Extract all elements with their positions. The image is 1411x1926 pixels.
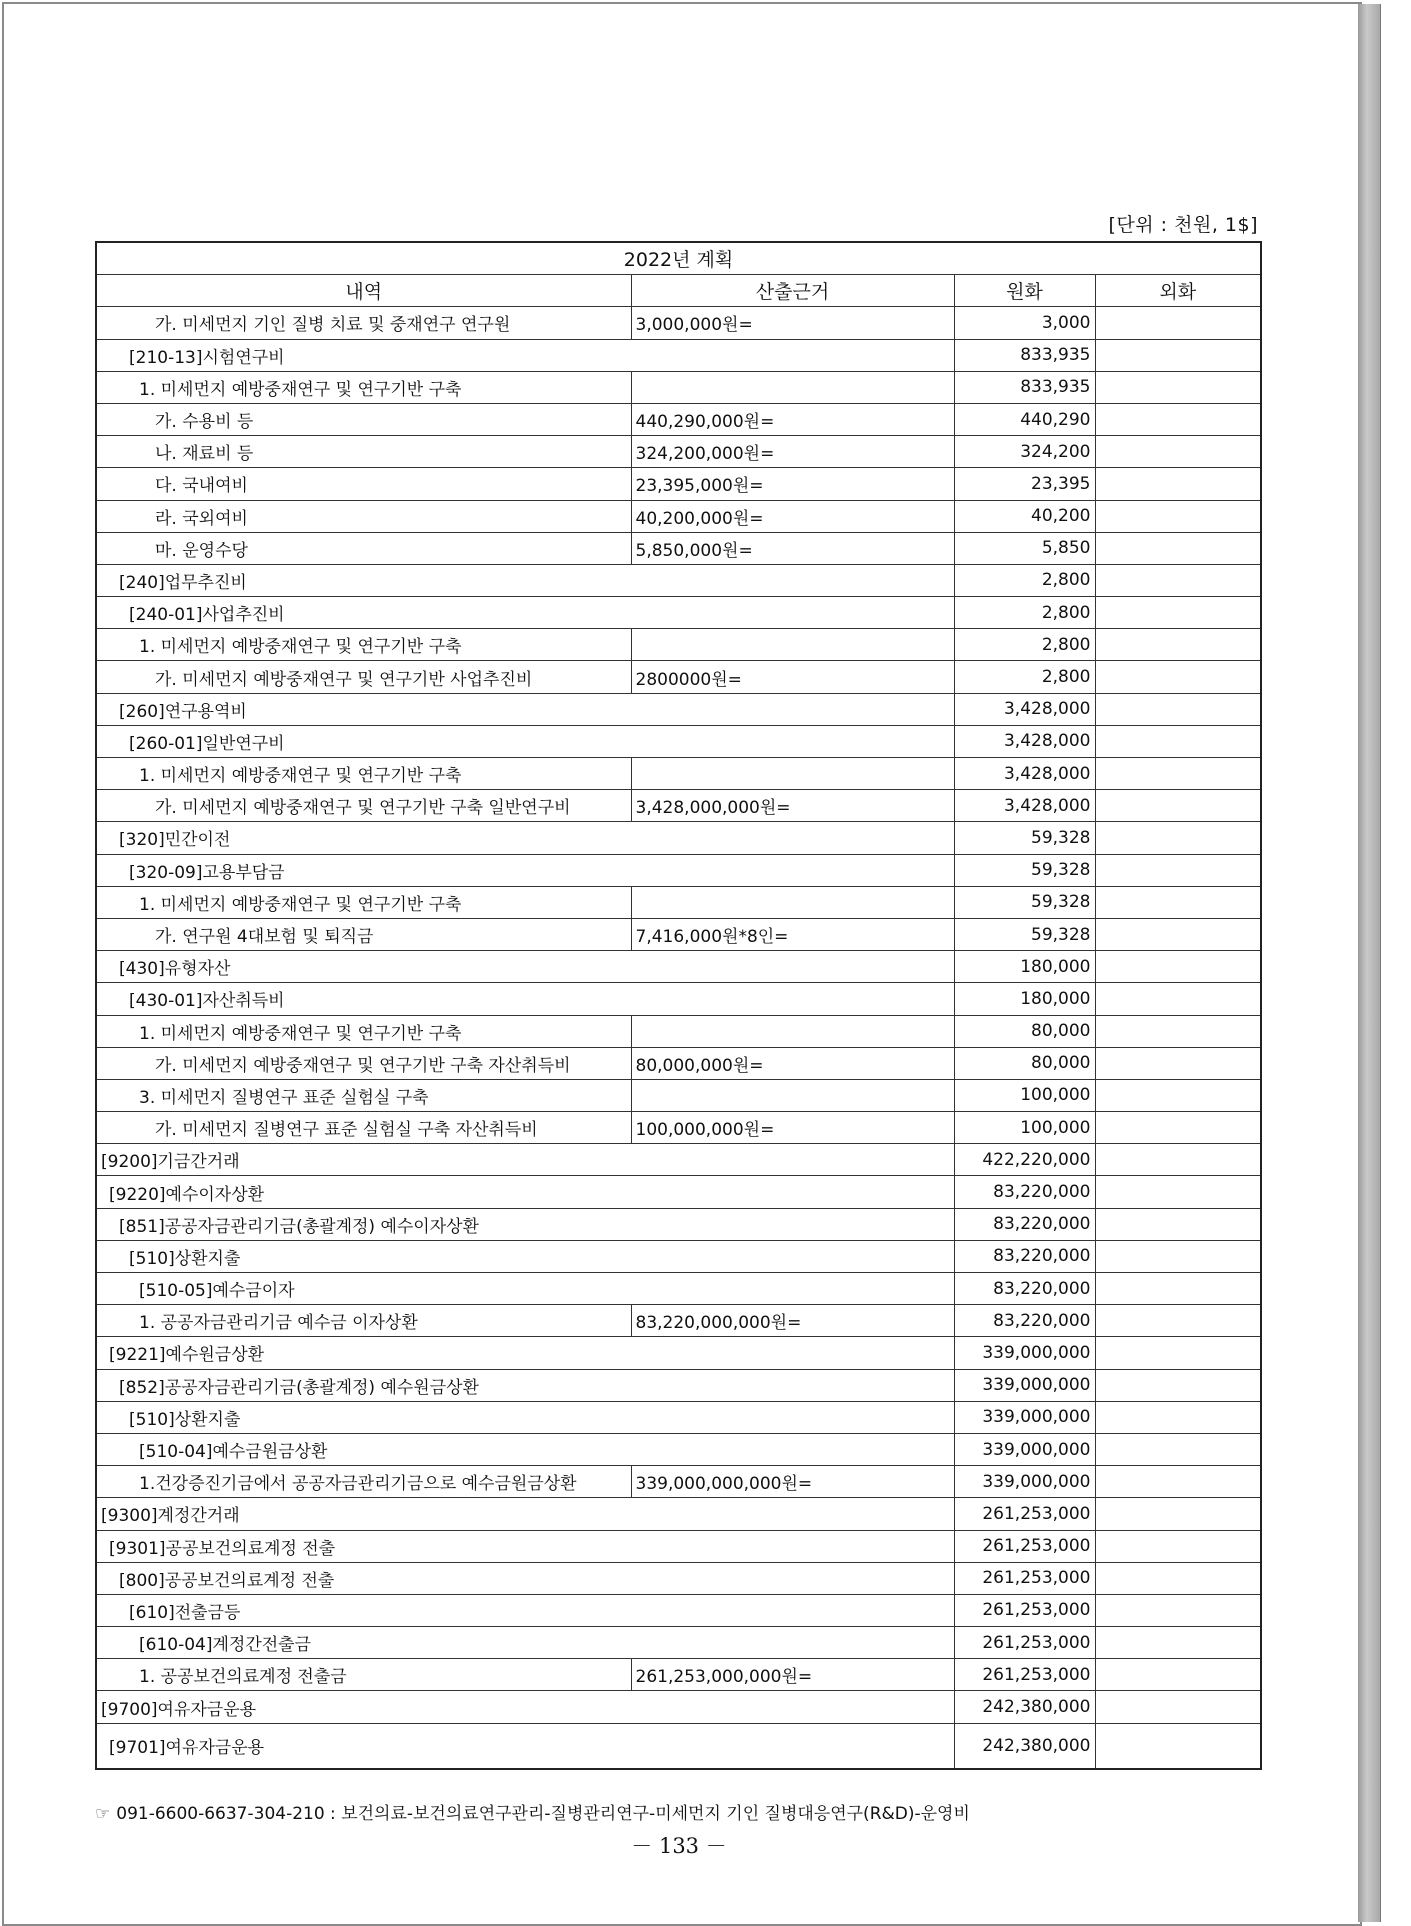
row-fx bbox=[1095, 1530, 1261, 1562]
row-fx bbox=[1095, 1369, 1261, 1401]
row-item: 가. 미세먼지 기인 질병 치료 및 중재연구 연구원 bbox=[96, 307, 631, 339]
row-basis: 7,416,000원*8인= bbox=[631, 918, 954, 950]
row-fx bbox=[1095, 1466, 1261, 1498]
row-fx bbox=[1095, 629, 1261, 661]
table-row bbox=[96, 1112, 1261, 1144]
row-item: 1. 미세먼지 예방중재연구 및 연구기반 구축 bbox=[96, 1015, 631, 1047]
row-basis: 100,000,000원= bbox=[631, 1112, 954, 1144]
row-item: 가. 연구원 4대보험 및 퇴직금 bbox=[96, 918, 631, 950]
row-basis: 83,220,000,000원= bbox=[631, 1305, 954, 1337]
col-header-krw: 원화 bbox=[954, 275, 1095, 307]
row-item: [240]업무추진비 bbox=[96, 564, 954, 596]
row-item: [430]유형자산 bbox=[96, 951, 954, 983]
page-stack-edge bbox=[1358, 4, 1381, 1922]
row-fx bbox=[1095, 983, 1261, 1015]
table-row bbox=[96, 371, 1261, 403]
table-row bbox=[96, 564, 1261, 596]
table-row bbox=[96, 1047, 1261, 1079]
table-row bbox=[96, 1273, 1261, 1305]
row-krw: 261,253,000 bbox=[954, 1562, 1095, 1594]
row-basis: 324,200,000원= bbox=[631, 436, 954, 468]
row-krw: 261,253,000 bbox=[954, 1659, 1095, 1691]
table-row bbox=[96, 886, 1261, 918]
row-fx bbox=[1095, 1659, 1261, 1691]
row-fx bbox=[1095, 1498, 1261, 1530]
row-basis: 3,000,000원= bbox=[631, 307, 954, 339]
row-item: [430-01]자산취득비 bbox=[96, 983, 954, 1015]
row-fx bbox=[1095, 693, 1261, 725]
row-fx bbox=[1095, 1079, 1261, 1111]
row-item: [320-09]고용부담금 bbox=[96, 854, 954, 886]
row-krw: 3,428,000 bbox=[954, 790, 1095, 822]
table-row bbox=[96, 1401, 1261, 1433]
budget-table bbox=[95, 241, 1262, 1770]
row-fx bbox=[1095, 1208, 1261, 1240]
table-row bbox=[96, 1305, 1261, 1337]
row-krw: 3,428,000 bbox=[954, 693, 1095, 725]
row-item: 3. 미세먼지 질병연구 표준 실험실 구축 bbox=[96, 1079, 631, 1111]
table-row bbox=[96, 468, 1261, 500]
row-krw: 339,000,000 bbox=[954, 1369, 1095, 1401]
row-krw: 833,935 bbox=[954, 339, 1095, 371]
row-fx bbox=[1095, 886, 1261, 918]
row-fx bbox=[1095, 532, 1261, 564]
row-krw: 59,328 bbox=[954, 886, 1095, 918]
row-basis: 2800000원= bbox=[631, 661, 954, 693]
table-row bbox=[96, 1530, 1261, 1562]
row-fx bbox=[1095, 854, 1261, 886]
row-krw: 2,800 bbox=[954, 629, 1095, 661]
table-row bbox=[96, 1369, 1261, 1401]
row-fx bbox=[1095, 725, 1261, 757]
table-row bbox=[96, 1433, 1261, 1465]
row-fx bbox=[1095, 1144, 1261, 1176]
col-header-item: 내역 bbox=[96, 275, 631, 307]
table-row bbox=[96, 1466, 1261, 1498]
row-krw: 2,800 bbox=[954, 661, 1095, 693]
row-krw: 242,380,000 bbox=[954, 1691, 1095, 1723]
row-item: 1. 미세먼지 예방중재연구 및 연구기반 구축 bbox=[96, 758, 631, 790]
row-fx bbox=[1095, 1401, 1261, 1433]
table-row bbox=[96, 758, 1261, 790]
table-row bbox=[96, 1015, 1261, 1047]
row-krw: 339,000,000 bbox=[954, 1401, 1095, 1433]
row-fx bbox=[1095, 307, 1261, 339]
row-fx bbox=[1095, 1305, 1261, 1337]
row-krw: 100,000 bbox=[954, 1079, 1095, 1111]
page-number: － 133 － bbox=[631, 1834, 727, 1858]
row-item: [510]상환지출 bbox=[96, 1401, 954, 1433]
table-row bbox=[96, 854, 1261, 886]
table-row bbox=[96, 597, 1261, 629]
row-item: [240-01]사업추진비 bbox=[96, 597, 954, 629]
row-item: [610-04]계정간전출금 bbox=[96, 1627, 954, 1659]
row-krw: 3,428,000 bbox=[954, 758, 1095, 790]
row-item: 나. 재료비 등 bbox=[96, 436, 631, 468]
row-fx bbox=[1095, 1273, 1261, 1305]
row-krw: 261,253,000 bbox=[954, 1498, 1095, 1530]
budget-rows bbox=[96, 307, 1261, 1769]
row-krw: 83,220,000 bbox=[954, 1208, 1095, 1240]
row-krw: 440,290 bbox=[954, 403, 1095, 435]
table-row bbox=[96, 1723, 1261, 1769]
pointing-hand-icon: ☞ bbox=[95, 1804, 111, 1824]
row-krw: 5,850 bbox=[954, 532, 1095, 564]
row-krw: 83,220,000 bbox=[954, 1176, 1095, 1208]
row-fx bbox=[1095, 436, 1261, 468]
row-krw: 83,220,000 bbox=[954, 1273, 1095, 1305]
row-item: 가. 미세먼지 예방중재연구 및 연구기반 구축 일반연구비 bbox=[96, 790, 631, 822]
footnote bbox=[95, 1799, 970, 1824]
row-krw: 83,220,000 bbox=[954, 1305, 1095, 1337]
row-krw: 261,253,000 bbox=[954, 1594, 1095, 1626]
row-item: [9301]공공보건의료계정 전출 bbox=[96, 1530, 954, 1562]
table-row bbox=[96, 307, 1261, 339]
row-item: 1. 미세먼지 예방중재연구 및 연구기반 구축 bbox=[96, 886, 631, 918]
footnote-text: 091-6600-6637-304-210 : 보건의료-보건의료연구관리-질병관리연구-미세먼지 기인 질병대응연구(R&D)-운영비 bbox=[116, 1804, 970, 1824]
row-basis: 5,850,000원= bbox=[631, 532, 954, 564]
row-fx bbox=[1095, 1015, 1261, 1047]
row-item: [9300]계정간거래 bbox=[96, 1498, 954, 1530]
row-fx bbox=[1095, 1627, 1261, 1659]
row-fx bbox=[1095, 1240, 1261, 1272]
table-row bbox=[96, 822, 1261, 854]
table-row bbox=[96, 1208, 1261, 1240]
row-krw: 2,800 bbox=[954, 597, 1095, 629]
row-item: [510-04]예수금원금상환 bbox=[96, 1433, 954, 1465]
row-krw: 83,220,000 bbox=[954, 1240, 1095, 1272]
row-item: 라. 국외여비 bbox=[96, 500, 631, 532]
table-row bbox=[96, 661, 1261, 693]
row-fx bbox=[1095, 1047, 1261, 1079]
row-krw: 339,000,000 bbox=[954, 1433, 1095, 1465]
row-fx bbox=[1095, 1176, 1261, 1208]
row-fx bbox=[1095, 500, 1261, 532]
row-krw: 339,000,000 bbox=[954, 1337, 1095, 1369]
row-item: 가. 미세먼지 질병연구 표준 실험실 구축 자산취득비 bbox=[96, 1112, 631, 1144]
row-krw: 3,428,000 bbox=[954, 725, 1095, 757]
row-krw: 40,200 bbox=[954, 500, 1095, 532]
col-header-basis: 산출근거 bbox=[631, 275, 954, 307]
row-basis: 40,200,000원= bbox=[631, 500, 954, 532]
row-basis: 3,428,000,000원= bbox=[631, 790, 954, 822]
table-row bbox=[96, 436, 1261, 468]
table-row bbox=[96, 1627, 1261, 1659]
row-item: 가. 미세먼지 예방중재연구 및 연구기반 구축 자산취득비 bbox=[96, 1047, 631, 1079]
table-row bbox=[96, 1498, 1261, 1530]
row-fx bbox=[1095, 1723, 1261, 1769]
row-krw: 59,328 bbox=[954, 918, 1095, 950]
row-item: [851]공공자금관리기금(총괄계정) 예수이자상환 bbox=[96, 1208, 954, 1240]
row-fx bbox=[1095, 758, 1261, 790]
row-item: [260]연구용역비 bbox=[96, 693, 954, 725]
row-fx bbox=[1095, 564, 1261, 596]
row-item: [260-01]일반연구비 bbox=[96, 725, 954, 757]
row-item: 다. 국내여비 bbox=[96, 468, 631, 500]
row-basis: 440,290,000원= bbox=[631, 403, 954, 435]
row-krw: 23,395 bbox=[954, 468, 1095, 500]
row-krw: 324,200 bbox=[954, 436, 1095, 468]
table-row bbox=[96, 1659, 1261, 1691]
table-row bbox=[96, 983, 1261, 1015]
table-row bbox=[96, 918, 1261, 950]
row-basis: 23,395,000원= bbox=[631, 468, 954, 500]
table-row bbox=[96, 1240, 1261, 1272]
row-krw: 261,253,000 bbox=[954, 1627, 1095, 1659]
row-item: 1. 공공보건의료계정 전출금 bbox=[96, 1659, 631, 1691]
table-row bbox=[96, 1144, 1261, 1176]
row-krw: 242,380,000 bbox=[954, 1723, 1095, 1769]
row-item: [800]공공보건의료계정 전출 bbox=[96, 1562, 954, 1594]
row-krw: 59,328 bbox=[954, 822, 1095, 854]
row-fx bbox=[1095, 918, 1261, 950]
row-krw: 3,000 bbox=[954, 307, 1095, 339]
row-item: 1.건강증진기금에서 공공자금관리기금으로 예수금원금상환 bbox=[96, 1466, 631, 1498]
table-row bbox=[96, 790, 1261, 822]
row-fx bbox=[1095, 1433, 1261, 1465]
row-krw: 80,000 bbox=[954, 1047, 1095, 1079]
table-row bbox=[96, 951, 1261, 983]
table-row bbox=[96, 1337, 1261, 1369]
table-row bbox=[96, 693, 1261, 725]
row-item: [320]민간이전 bbox=[96, 822, 954, 854]
row-fx bbox=[1095, 951, 1261, 983]
row-krw: 339,000,000 bbox=[954, 1466, 1095, 1498]
row-fx bbox=[1095, 371, 1261, 403]
table-row bbox=[96, 1562, 1261, 1594]
plan-header: 2022년 계획 bbox=[96, 242, 1261, 275]
row-item: [9200]기금간거래 bbox=[96, 1144, 954, 1176]
row-fx bbox=[1095, 790, 1261, 822]
row-basis bbox=[631, 886, 954, 918]
table-row bbox=[96, 1594, 1261, 1626]
row-item: 마. 운영수당 bbox=[96, 532, 631, 564]
row-krw: 2,800 bbox=[954, 564, 1095, 596]
row-item: [510-05]예수금이자 bbox=[96, 1273, 954, 1305]
row-item: 가. 미세먼지 예방중재연구 및 연구기반 사업추진비 bbox=[96, 661, 631, 693]
row-fx bbox=[1095, 1112, 1261, 1144]
row-krw: 59,328 bbox=[954, 854, 1095, 886]
row-fx bbox=[1095, 1594, 1261, 1626]
row-item: [852]공공자금관리기금(총괄계정) 예수원금상환 bbox=[96, 1369, 954, 1401]
row-krw: 261,253,000 bbox=[954, 1530, 1095, 1562]
row-basis: 339,000,000,000원= bbox=[631, 1466, 954, 1498]
row-item: [9221]예수원금상환 bbox=[96, 1337, 954, 1369]
row-basis: 261,253,000,000원= bbox=[631, 1659, 954, 1691]
table-row bbox=[96, 1691, 1261, 1723]
unit-label: [단위 : 천원, 1$] bbox=[1108, 214, 1258, 236]
row-fx bbox=[1095, 403, 1261, 435]
row-krw: 100,000 bbox=[954, 1112, 1095, 1144]
table-row bbox=[96, 339, 1261, 371]
col-header-fx: 외화 bbox=[1095, 275, 1261, 307]
row-krw: 422,220,000 bbox=[954, 1144, 1095, 1176]
row-basis bbox=[631, 371, 954, 403]
row-item: 1. 미세먼지 예방중재연구 및 연구기반 구축 bbox=[96, 629, 631, 661]
row-item: [9701]여유자금운용 bbox=[96, 1723, 954, 1769]
row-fx bbox=[1095, 468, 1261, 500]
row-krw: 833,935 bbox=[954, 371, 1095, 403]
row-fx bbox=[1095, 597, 1261, 629]
table-row bbox=[96, 1176, 1261, 1208]
row-krw: 180,000 bbox=[954, 983, 1095, 1015]
row-fx bbox=[1095, 339, 1261, 371]
row-krw: 180,000 bbox=[954, 951, 1095, 983]
row-basis bbox=[631, 1015, 954, 1047]
row-item: [510]상환지출 bbox=[96, 1240, 954, 1272]
row-item: [610]전출금등 bbox=[96, 1594, 954, 1626]
row-fx bbox=[1095, 1691, 1261, 1723]
row-basis bbox=[631, 758, 954, 790]
row-item: 1. 미세먼지 예방중재연구 및 연구기반 구축 bbox=[96, 371, 631, 403]
row-basis bbox=[631, 1079, 954, 1111]
row-fx bbox=[1095, 661, 1261, 693]
row-item: [9220]예수이자상환 bbox=[96, 1176, 954, 1208]
row-item: 가. 수용비 등 bbox=[96, 403, 631, 435]
row-fx bbox=[1095, 822, 1261, 854]
row-item: [210-13]시험연구비 bbox=[96, 339, 954, 371]
table-row bbox=[96, 725, 1261, 757]
row-krw: 80,000 bbox=[954, 1015, 1095, 1047]
table-row bbox=[96, 1079, 1261, 1111]
table-row bbox=[96, 403, 1261, 435]
row-basis bbox=[631, 629, 954, 661]
table-row bbox=[96, 532, 1261, 564]
row-basis: 80,000,000원= bbox=[631, 1047, 954, 1079]
row-fx bbox=[1095, 1562, 1261, 1594]
table-row bbox=[96, 629, 1261, 661]
row-fx bbox=[1095, 1337, 1261, 1369]
row-item: [9700]여유자금운용 bbox=[96, 1691, 954, 1723]
row-item: 1. 공공자금관리기금 예수금 이자상환 bbox=[96, 1305, 631, 1337]
table-row bbox=[96, 500, 1261, 532]
